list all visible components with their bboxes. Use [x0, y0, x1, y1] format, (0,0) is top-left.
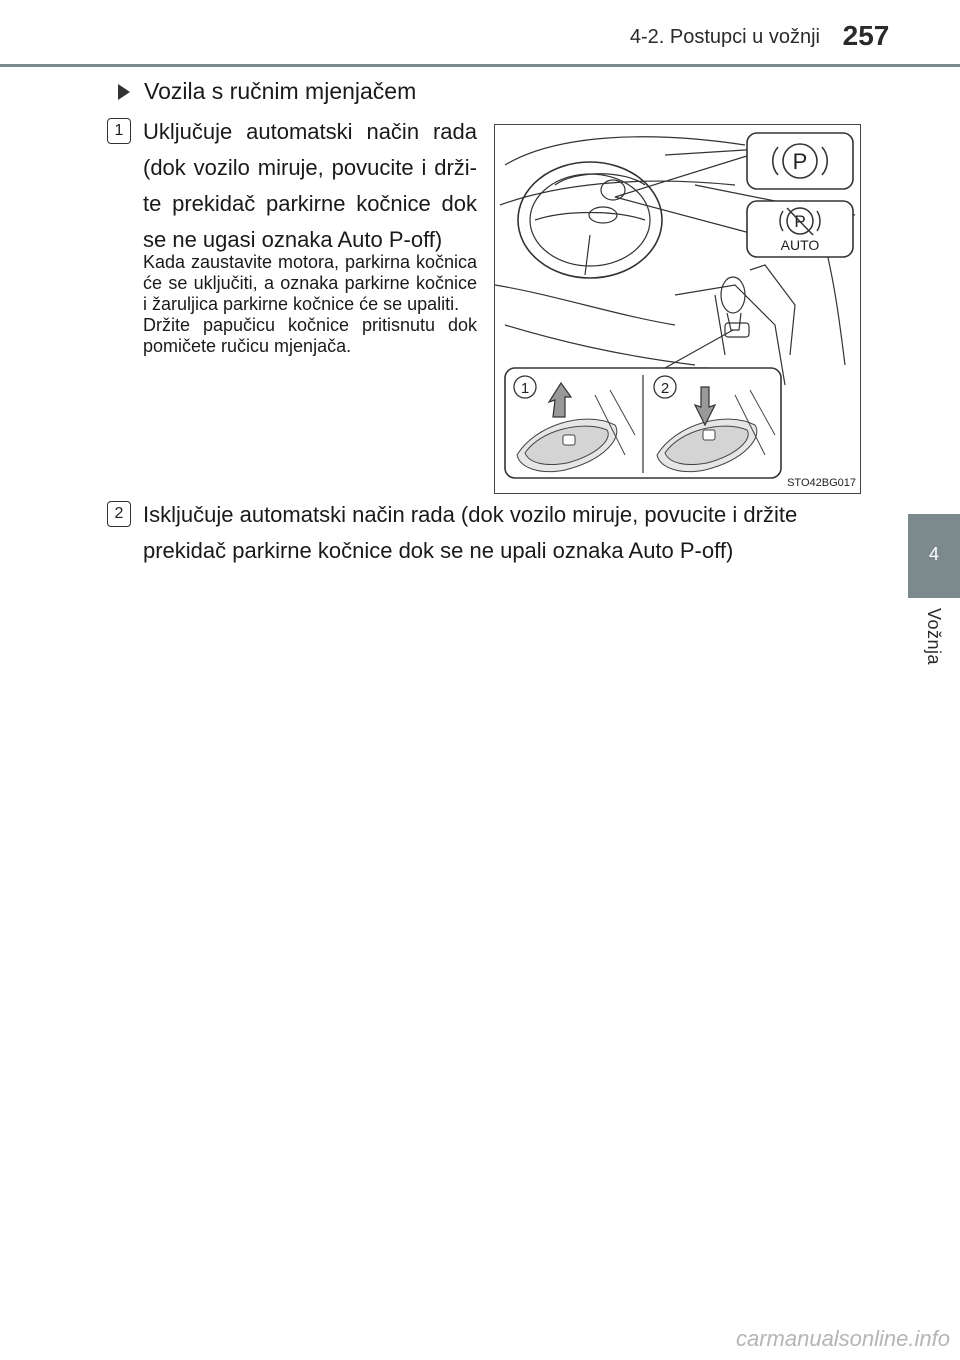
item-1-note-line-2: Držite papučicu kočnice pritisnutu dok pomičete ručicu mjenjača. [143, 315, 477, 356]
item-1-note-line-1: Kada zaustavite motora, parkirna kočnica će se uključiti, a oznaka parkirne kočnice i žaruljica parkirne kočnice će se upaliti. [143, 252, 477, 314]
item-1-badge: 1 [107, 118, 131, 144]
subheading [118, 78, 416, 105]
header-divider [0, 64, 960, 67]
item-1-text: Uključuje automatski način rada (dok vozilo miruje, povucite i drži-te prekidač parkirne kočnice dok se ne ugasi oznaka Auto P-off) [143, 119, 477, 252]
watermark: carmanualsonline.info [735, 1326, 950, 1351]
dashboard-illustration [495, 125, 862, 495]
step-1-label: 1 [520, 380, 530, 397]
item-2-badge: 2 [107, 501, 131, 527]
svg-text:P: P [792, 149, 808, 174]
subheading-text: Vozila s ručnim mjenjačem [144, 78, 417, 104]
page-number: 257 [842, 20, 890, 51]
auto-p-off-indicator-icon [747, 201, 853, 257]
parking-brake-figure [494, 124, 861, 494]
parking-brake-indicator-icon [747, 133, 853, 189]
item-2-text: Isključuje automatski način rada (dok vozilo miruje, povucite i držite prekidač parkirne kočnice dok se ne upali oznaka Auto P-off) [143, 502, 798, 563]
svg-text:AUTO: AUTO [780, 237, 820, 253]
item-1-note [143, 252, 477, 357]
step-2-label: 2 [660, 380, 670, 397]
figure-code: STO42BG017 [787, 477, 856, 489]
chapter-number: 4 [928, 544, 939, 564]
triangle-bullet-icon [118, 84, 130, 100]
section-title: 4-2. Postupci u vožnji [629, 26, 820, 48]
svg-text:P: P [794, 212, 806, 231]
chapter-tab [908, 514, 960, 598]
chapter-label: Vožnja [924, 608, 944, 666]
